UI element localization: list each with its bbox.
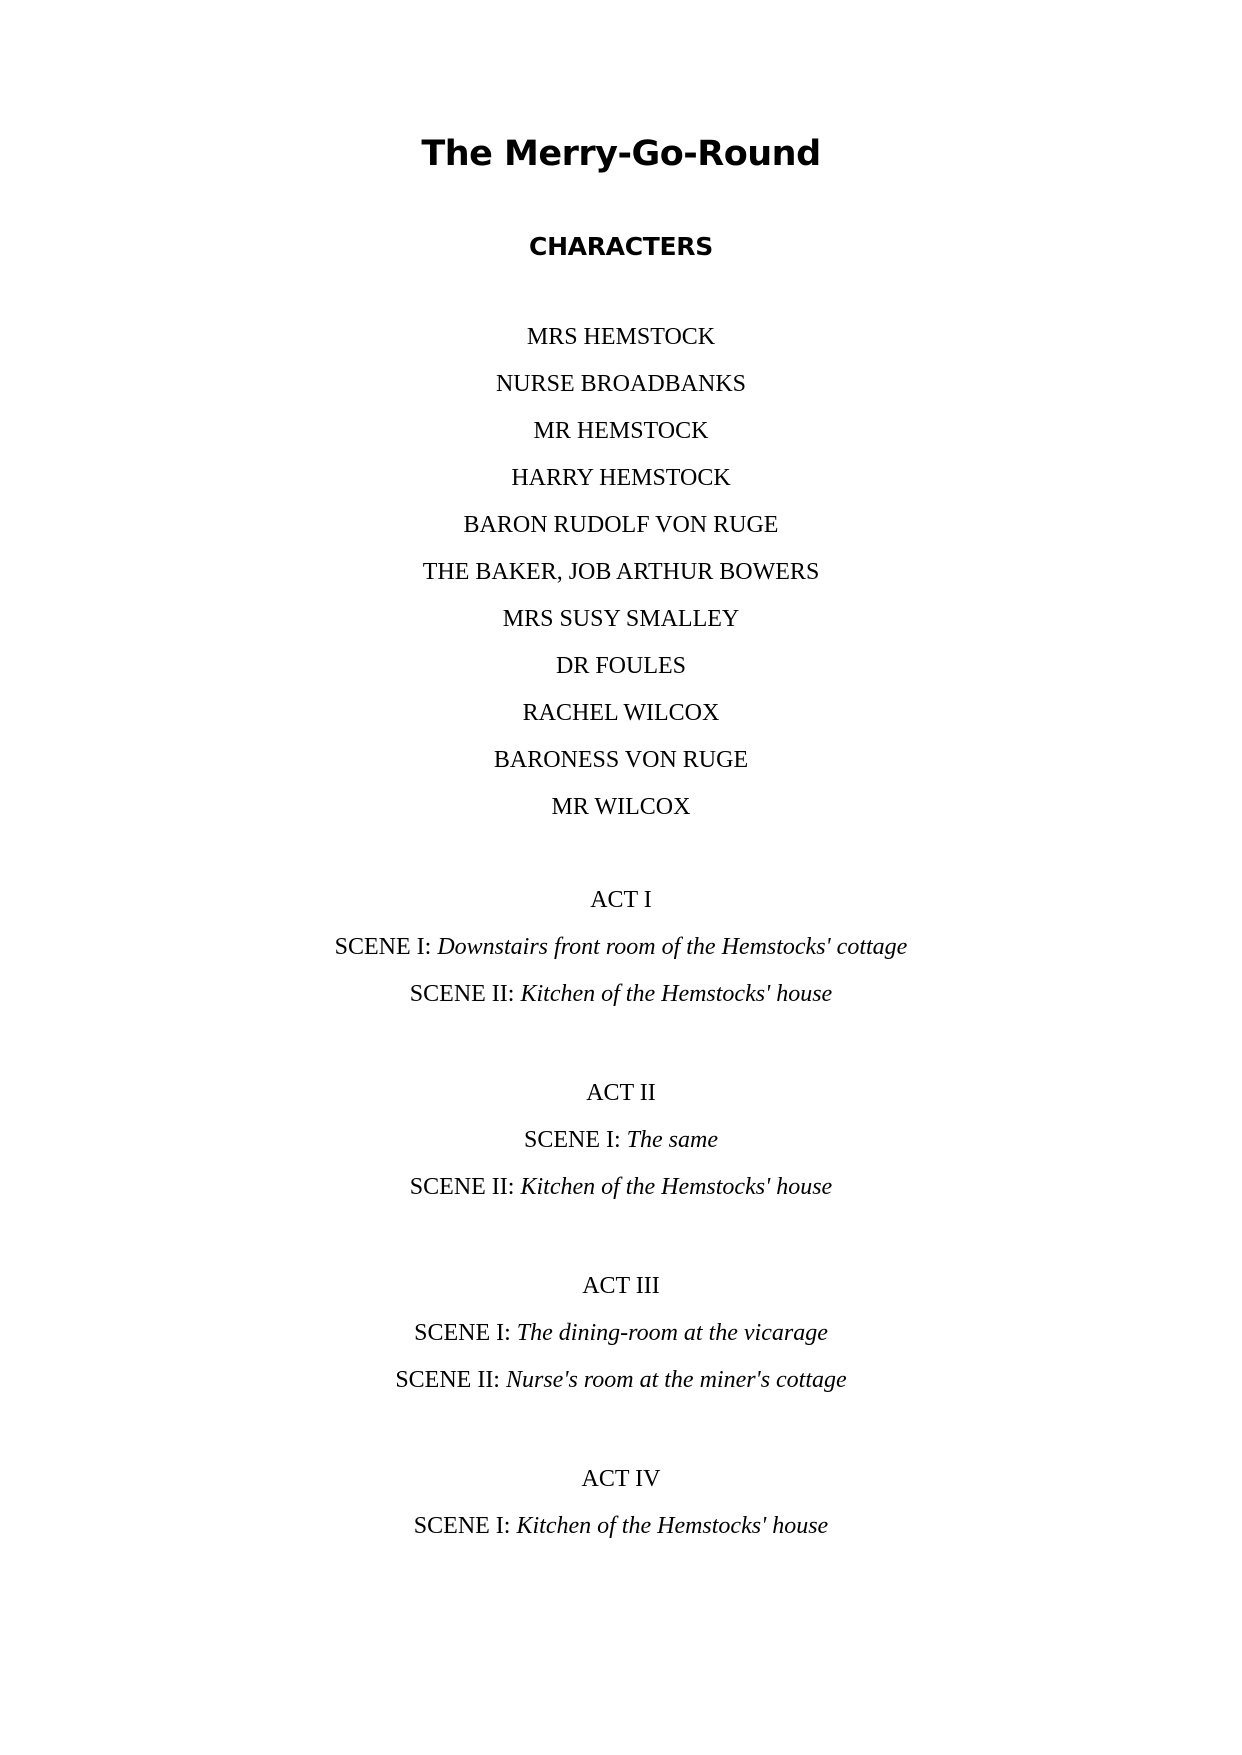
character-name: MR WILCOX [551,794,691,820]
character-name: MR HEMSTOCK [533,418,709,444]
scene-line [0,1172,1242,1202]
scene-line [0,1511,1242,1541]
scene-setting: Downstairs front room of the Hemstocks' cottage [437,934,908,960]
character-name: BARON RUDOLF VON RUGE [463,512,779,538]
character-name: NURSE BROADBANKS [495,371,747,397]
scene-line [0,932,1242,962]
scene-setting: Kitchen of the Hemstocks' house [520,1174,833,1200]
scene-line [0,979,1242,1009]
characters-heading: CHARACTERS [529,232,713,261]
act-heading: ACT III [582,1273,660,1299]
scene-line [0,1365,1242,1395]
scene-setting: Kitchen of the Hemstocks' house [520,981,833,1007]
scene-label: SCENE I: [414,1320,517,1346]
character-name: THE BAKER, JOB ARTHUR BOWERS [422,559,820,585]
act-heading: ACT IV [581,1466,661,1492]
character-name: DR FOULES [555,653,687,679]
scene-line [0,1125,1242,1155]
scene-line [0,1318,1242,1348]
character-name: MRS HEMSTOCK [526,324,716,350]
character-name: MRS SUSY SMALLEY [502,606,740,632]
scene-label: SCENE I: [413,1513,517,1539]
scene-label: SCENE I: [524,1127,627,1153]
act-heading: ACT II [586,1080,656,1106]
scene-label: SCENE II: [409,981,521,1007]
scene-setting: Nurse's room at the miner's cottage [505,1367,847,1393]
character-name: HARRY HEMSTOCK [511,465,731,491]
scene-setting: Kitchen of the Hemstocks' house [516,1513,829,1539]
scene-label: SCENE I: [334,934,438,960]
character-name: BARONESS VON RUGE [493,747,749,773]
character-name: RACHEL WILCOX [522,700,720,726]
play-title: The Merry-Go-Round [421,134,821,174]
act-heading: ACT I [590,887,652,913]
scene-label: SCENE II: [409,1174,521,1200]
scene-setting: The same [626,1127,718,1153]
scene-label: SCENE II: [395,1367,506,1393]
scene-setting: The dining-room at the vicarage [516,1320,828,1346]
